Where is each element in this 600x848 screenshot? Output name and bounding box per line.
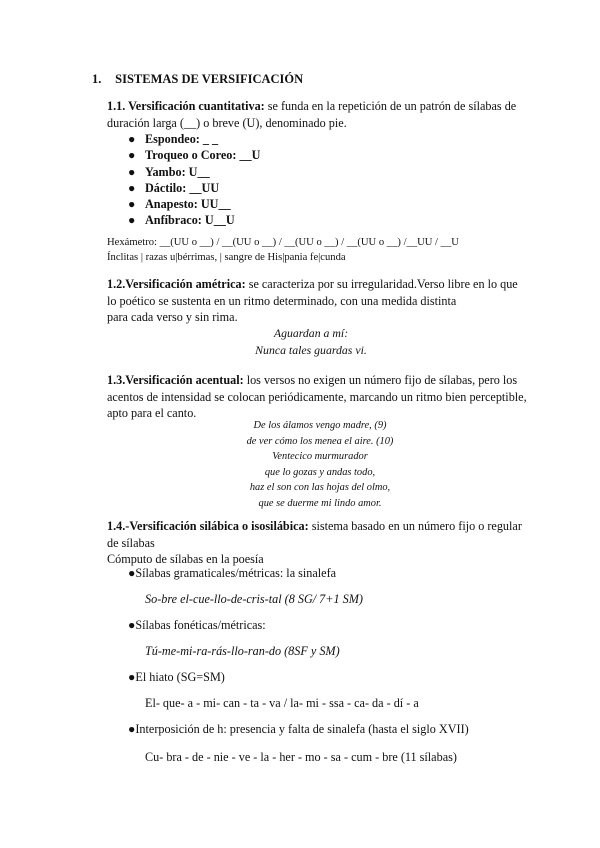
list-item: ● Anfíbraco: U__U — [128, 213, 235, 228]
example-line: Cu- bra - de - nie - ve - la - her - mo - sa - cum - bre (11 sílabas) — [145, 750, 457, 764]
list-item: ● Anapesto: UU__ — [128, 197, 231, 212]
section-heading — [92, 72, 303, 87]
bullet-icon: ● — [128, 164, 136, 179]
section-number: 1. — [92, 72, 102, 86]
bullet-icon: ● — [128, 180, 136, 195]
hexametro-example: Ínclitas | razas u|bérrimas, | sangre de His|pania fe|cunda — [107, 252, 346, 263]
list-item: ● Dáctilo: __UU — [128, 180, 220, 195]
heading-acentual: 1.3.Versificación acentual: — [107, 373, 244, 387]
paragraph-acentual: 1.3.Versificación acentual: los versos no exigen un número fijo de sílabas, pero los acentos de intensidad se colocan periódicamente, marcando un ritmo bien perceptible, apto para el canto. — [107, 373, 527, 420]
list-item: ● Yambo: U__ — [128, 164, 210, 179]
bullet-icon: ● — [128, 197, 136, 212]
bullet-icon: ● — [128, 670, 136, 684]
list-item: ●Interposición de h: presencia y falta de sinalefa (hasta el siglo XVII) — [128, 722, 469, 736]
example-line: El- que- a - mi- can - ta - va / la- mi - ssa - ca- da - dí - a — [145, 696, 419, 710]
list-item: ●El hiato (SG=SM) — [128, 670, 225, 684]
list-item: ● Troqueo o Coreo: __U — [128, 148, 261, 163]
heading-silabica: 1.4.-Versificación silábica o isosilábica: — [107, 519, 309, 533]
bullet-icon: ● — [128, 566, 136, 580]
text-cuantitativa-2: duración larga (__) o breve (U), denominado pie. — [107, 115, 347, 130]
bullet-icon: ● — [128, 132, 136, 146]
poem-line: Nunca tales guardas vi. — [255, 342, 367, 357]
bullet-icon: ● — [128, 148, 136, 163]
bullet-icon: ● — [128, 618, 136, 632]
poem-line: Ventecico murmurador — [272, 451, 368, 463]
poem-line: Aguardan a mí: — [273, 326, 349, 340]
text-cuantitativa-1: se funda en la repetición de un patrón de sílabas de — [264, 99, 517, 113]
hexametro-pattern: Hexámetro: __(UU o __) / __(UU o __) / __(UU o __) / __(UU o __) /__UU / __U — [107, 237, 459, 248]
heading-cuantitativa: 1.1. Versificación cuantitativa: — [107, 99, 265, 113]
example-line: Tú-me-mi-ra-rás-llo-ran-do (8SF y SM) — [145, 644, 340, 658]
heading-ametrica: 1.2.Versificación amétrica: — [107, 277, 246, 291]
section-title: SISTEMAS DE VERSIFICACIÓN — [115, 72, 304, 86]
paragraph-cuantitativa — [107, 98, 527, 131]
feet-list — [128, 131, 260, 229]
poem-line: que lo gozas y andas todo, — [264, 466, 376, 478]
paragraph-silabica: 1.4.-Versificación silábica o isosilábica: sistema basado en un número fijo o regular de sílabas Cómputo de sílabas en la poesía — [107, 518, 527, 568]
poem-line: que se duerme mi lindo amor. — [258, 497, 382, 509]
list-item: ●Sílabas fonéticas/métricas: — [128, 618, 266, 632]
poem-line: de ver cómo los menea el aire. (10) — [246, 435, 394, 447]
list-item: ●Sílabas gramaticales/métricas: la sinalefa — [128, 566, 337, 580]
list-item: ● Espondeo: _ _ — [128, 132, 219, 146]
computo-label: Cómputo de sílabas en la poesía — [107, 552, 264, 566]
bullet-icon: ● — [128, 722, 136, 736]
bullet-icon: ● — [128, 213, 136, 228]
poem-line: De los álamos vengo madre, (9) — [253, 420, 387, 431]
paragraph-ametrica: 1.2.Versificación amétrica: se caracteriza por su irregularidad.Verso libre en lo que lo poético se sustenta en un ritmo determinado, con una medida distinta para cada verso y sin rima. — [107, 277, 518, 324]
poem-ametrica — [0, 325, 600, 358]
example-line: So-bre el-cue-llo-de-cris-tal (8 SG/ 7+1 SM) — [145, 592, 363, 606]
poem-line: haz el son con las hojas del olmo, — [249, 482, 391, 494]
poem-acentual — [0, 418, 600, 512]
